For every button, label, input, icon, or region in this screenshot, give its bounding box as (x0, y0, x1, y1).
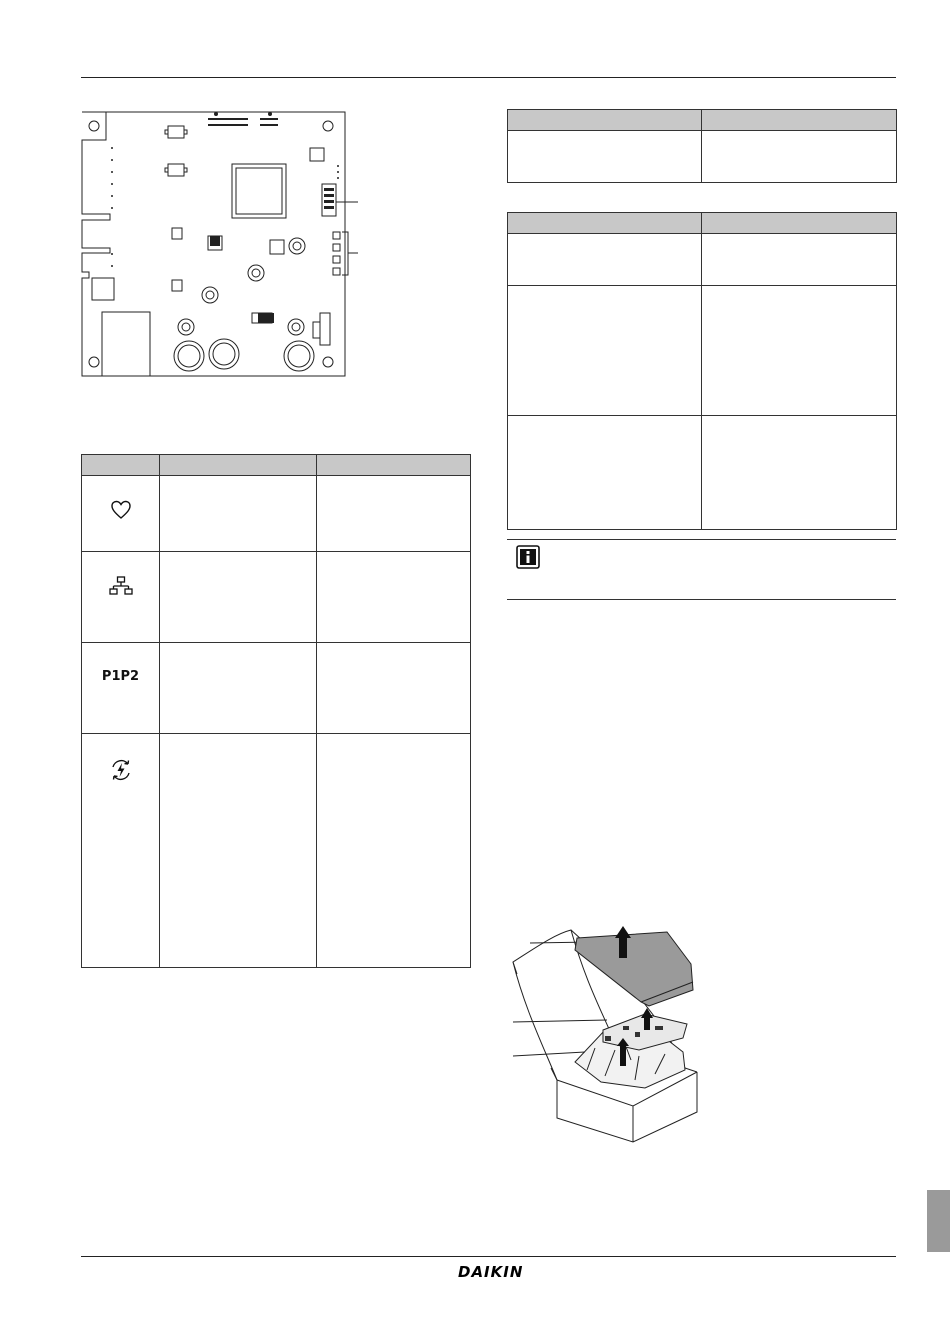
status-table-2-header-1 (508, 213, 702, 234)
top-rule (81, 77, 896, 78)
table-row (508, 286, 702, 416)
status-table-1 (507, 109, 897, 183)
package-contents-illustration (505, 920, 720, 1145)
network-icon (109, 576, 133, 596)
p1p2-label: P1P2 (101, 669, 140, 684)
led-table-header-2 (160, 455, 317, 476)
table-row (82, 643, 160, 734)
power-cycle-icon (109, 758, 133, 782)
pcb-board-diagram (80, 110, 366, 380)
table-row (82, 552, 160, 643)
led-table-header-3 (317, 455, 471, 476)
side-tab (927, 1190, 950, 1252)
daikin-logo (440, 1258, 540, 1286)
status-table-1-header-2 (702, 110, 897, 131)
status-table-2-header-2 (702, 213, 897, 234)
table-row (508, 416, 702, 530)
information-icon (516, 545, 540, 569)
table-row (508, 234, 702, 286)
led-table (81, 454, 471, 968)
table-row (82, 476, 160, 552)
status-table-1-header-1 (508, 110, 702, 131)
status-table-2 (507, 212, 897, 530)
table-row (508, 131, 702, 183)
table-row (82, 734, 160, 968)
logo-text: DAIKIN (458, 1263, 524, 1281)
bottom-rule (81, 1256, 896, 1257)
info-note (507, 539, 896, 600)
led-table-header-1 (82, 455, 160, 476)
heart-icon (110, 500, 132, 520)
